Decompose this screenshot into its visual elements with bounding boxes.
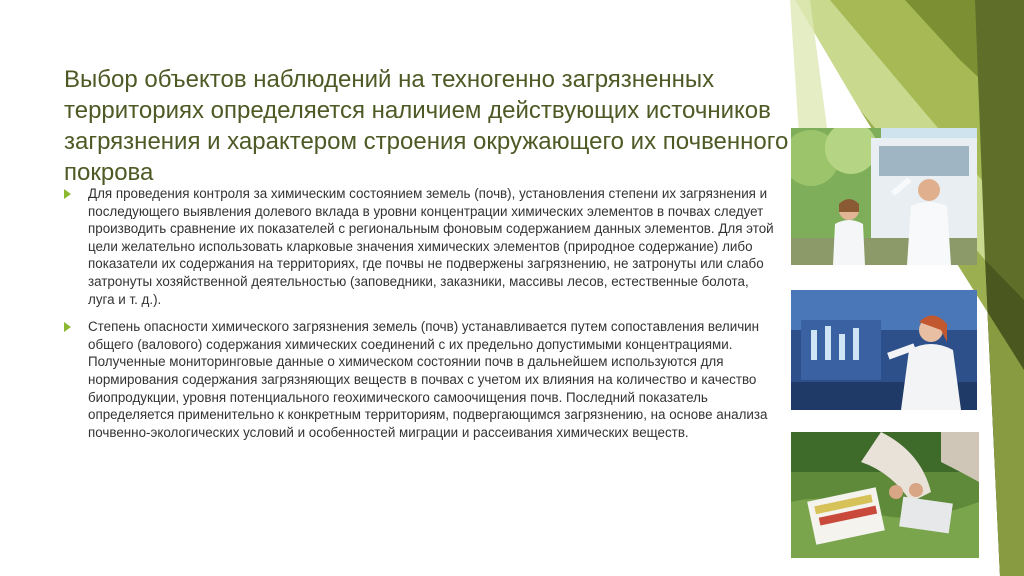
photo-soil-sampling (791, 432, 979, 558)
photo-lab-worker (791, 290, 977, 410)
bullet-text: Для проведения контроля за химическим состоянием земель (почв), установления степени их загрязнения и последующего выявления долевого вклада в уровни концентрации химических элементов в почвах следует производить сравнение их показателей с региональным фоновым содержанием данных элементов. Для этой цели желательно использовать кларковые значения химических элементов (природное содержание) либо показатели их содержания на территориях, где почвы не подвержены загрязнению, не затронуты или слабо затронуты хозяйственной деятельностью (заповедники, заказники, массивы лесов, естественные болота, луга и т. д.). (88, 186, 774, 307)
slide-title: Выбор объектов наблюдений на техногенно загрязненных территориях определяется наличием действующих источников загрязнения и характером строения окружающего их почвенного покрова (64, 66, 789, 186)
bullet-list (64, 185, 776, 451)
bullet-item (64, 318, 776, 441)
triangle-bullet-icon (64, 322, 71, 332)
bullet-text: Степень опасности химического загрязнения земель (почв) устанавливается путем сопоставления величин общего (валового) содержания химических соединений с их предельно допустимыми концентрациями. Полученные мониторинговые данные о химическом состоянии почв в дальнейшем используются для нормирования содержания загрязняющих веществ в почвах с учетом их влияния на количество и качество биопродукции, уровня потенциального геохимического самоочищения почв. Последний показатель определяется применительно к конкретным территориям, подвергающимся загрязнению, на основе анализа почвенно-экологических условий и особенностей миграции и рассеивания химических веществ. (88, 319, 768, 440)
bullet-item (64, 185, 776, 308)
triangle-bullet-icon (64, 189, 71, 199)
photo-field-lab-scientists (791, 128, 977, 265)
